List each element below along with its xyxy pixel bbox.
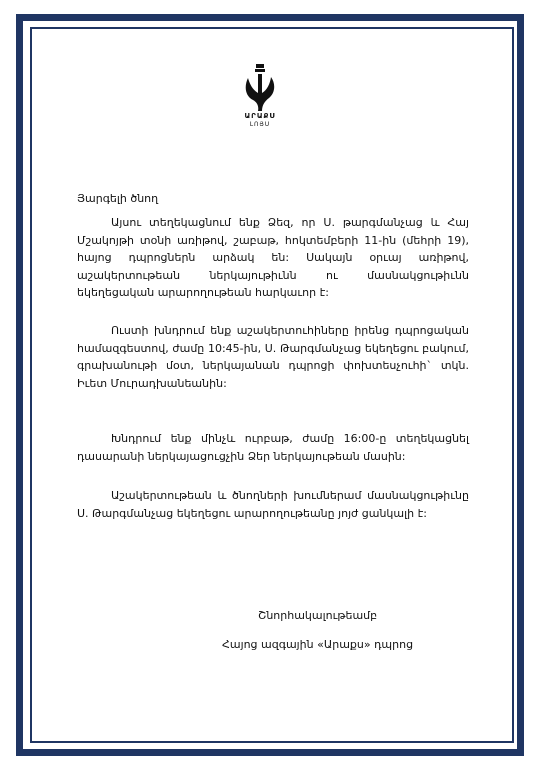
letter-paragraph: Աշակերտութեան և ծնողների խումներամ մասնակցութիւնը Ս. Թարգմանչաց եկեղեցու արարողութեանը յոյժ ցանկալի է: bbox=[77, 489, 469, 520]
letter-closing: Շնորհակալութեամբ bbox=[258, 609, 378, 622]
letter-paragraph: Ուստի խնդրում ենք աշակերտուհիները իրենց դպրոցական համազգեստով, ժամը 10:45-ին, Ս. Թարգմանչաց եկեղեցու բակում, գրախանութի մօտ, ներկայանան դպրոցի փոխտեսչուհի` տկն. Իւետ Մուրադխանեանին: bbox=[77, 324, 469, 390]
logo-text-secondary: ԼՈՅՍ bbox=[249, 121, 271, 128]
logo-text-primary: ԱՐԱՔՍ bbox=[244, 112, 276, 120]
letter-signature: Հայոց ազգային «Արաքս» դպրոց bbox=[222, 638, 414, 651]
letter-paragraph: Այսու տեղեկացնում ենք Ձեզ, որ Ս. թարգմանչաց և Հայ Մշակոյթի տօնի առիթով, շաբաթ, հոկտեմբերի 11-ին (մեհրի 19), հայոց դպրոցներն արձակ են: Սակայն օրւայ առիթով, աշակերտութեան ներկայութիւնն ու մասնակցութիւնն եկեղեցական արարողութեան հարկաւոր է: bbox=[77, 216, 469, 299]
letter-greeting: Յարգելի ծնող bbox=[77, 192, 159, 205]
letter-paragraph: Խնդրում ենք մինչև ուրբաթ, ժամը 16:00-ը տեղեկացնել դասարանի ներկայացուցչին Ձեր ներկայութեան մասին: bbox=[77, 432, 469, 463]
